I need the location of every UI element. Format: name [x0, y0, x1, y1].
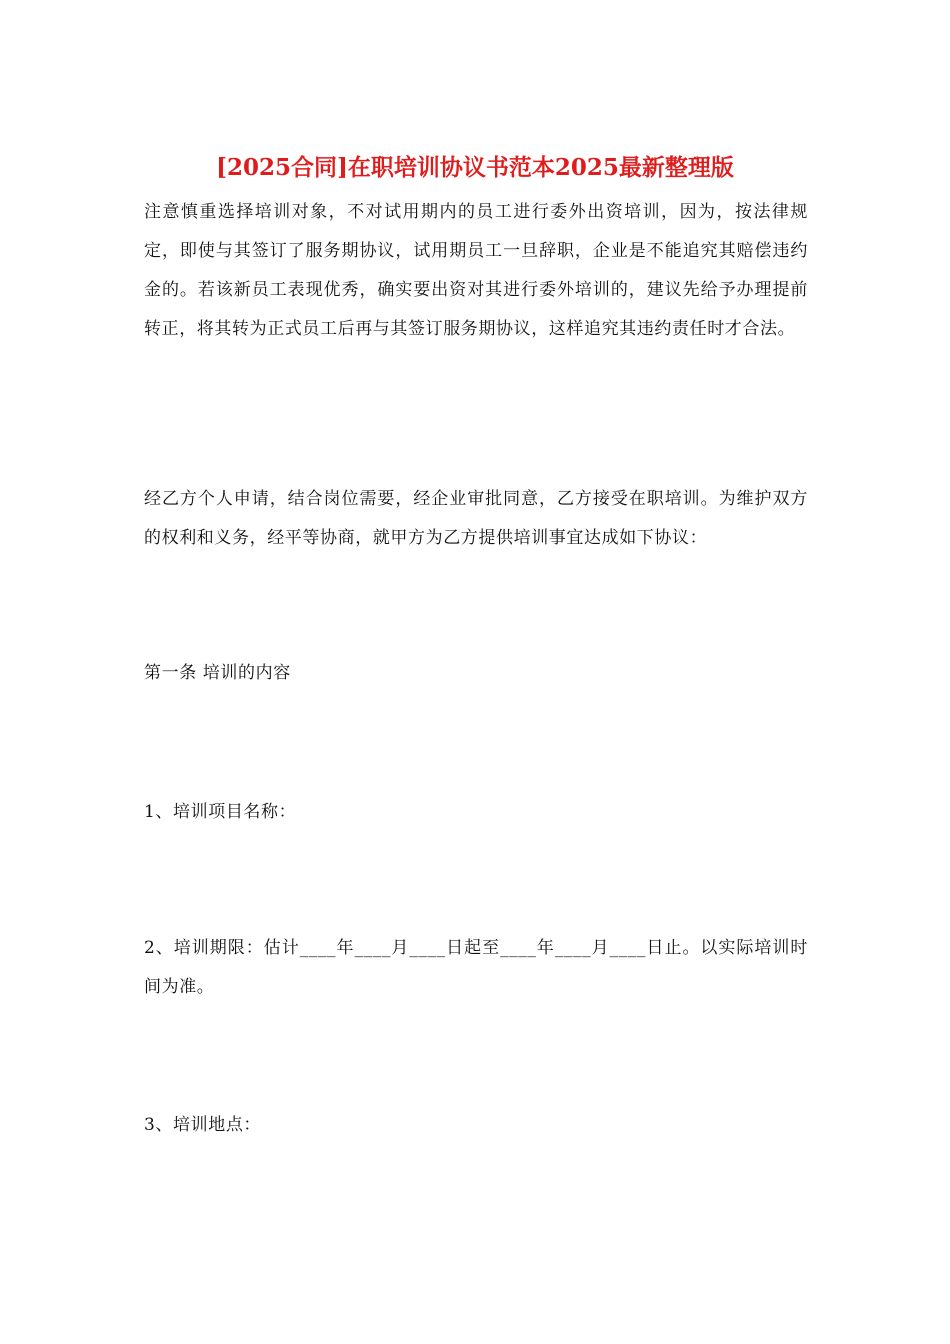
- training-project-name-item: 1、培训项目名称：: [144, 802, 297, 822]
- document-title: [2025合同]在职培训协议书范本2025最新整理版: [216, 154, 734, 181]
- intro-paragraph: 注意慎重选择培训对象，不对试用期内的员工进行委外出资培训，因为，按法律规定，即使与其签订了服务期协议，试用期员工一旦辞职，企业是不能追究其赔偿违约金的。若该新员工表现优秀，确实要出资对其进行委外培训的，建议先给予办理提前转正，将其转为正式员工后再与其签订服务期协议，这样追究其违约责任时才合法。: [144, 202, 808, 339]
- training-period-item: 2、培训期限：估计____年____月____日起至____年____月____日止。以实际培训时间为准。: [144, 938, 808, 997]
- agreement-preamble-paragraph: 经乙方个人申请，结合岗位需要，经企业审批同意，乙方接受在职培训。为维护双方的权利和义务，经平等协商，就甲方为乙方提供培训事宜达成如下协议：: [144, 489, 808, 548]
- article-one-heading: 第一条 培训的内容: [144, 663, 291, 683]
- training-location-item: 3、培训地点：: [144, 1115, 262, 1135]
